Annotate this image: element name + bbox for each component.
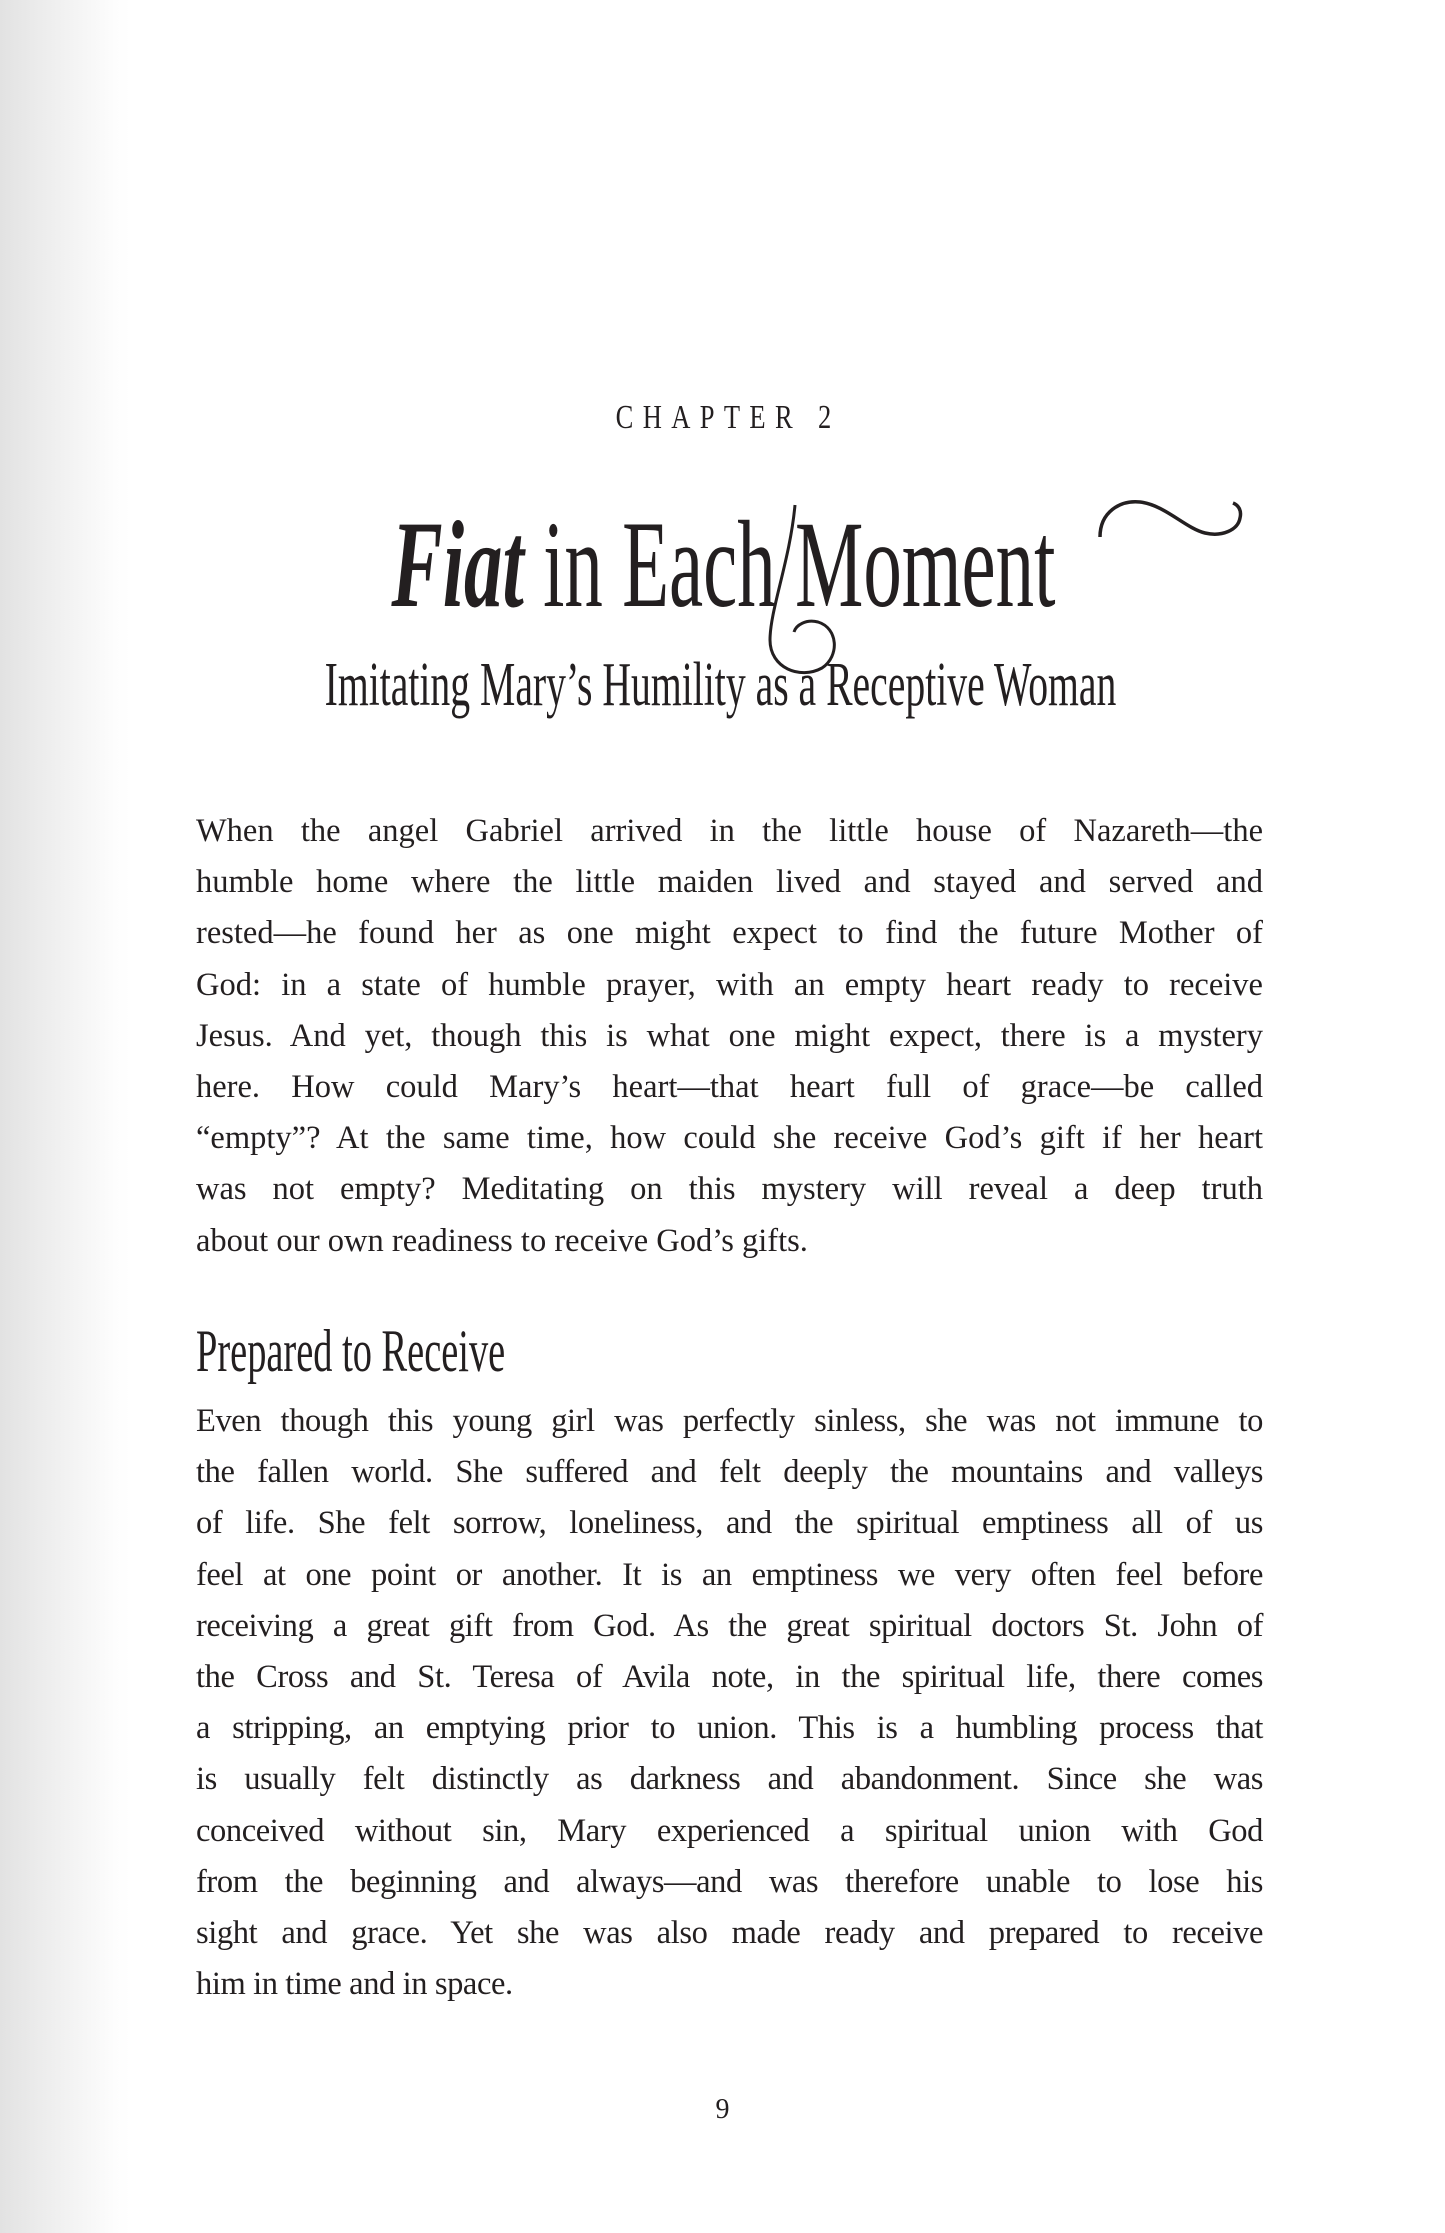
chapter-label: CHAPTER 2 xyxy=(615,399,841,436)
paragraph-line: “empty”? At the same time, how could she receive God’s gift if her heart xyxy=(196,1120,1263,1157)
chapter-subtitle: Imitating Mary’s Humility as a Receptive Woman xyxy=(324,651,1117,719)
chapter-title-rest: in Each Moment xyxy=(523,496,1056,633)
paragraph-line: rested—he found her as one might expect to find the future Mother of xyxy=(196,915,1263,952)
chapter-title-italic: Fiat xyxy=(391,496,524,633)
paragraph-line: God: in a state of humble prayer, with an empty heart ready to receive xyxy=(196,966,1263,1003)
paragraph-line: him in time and in space. xyxy=(196,1966,513,2003)
paragraph-line: When the angel Gabriel arrived in the little house of Nazareth—the xyxy=(196,813,1263,849)
paragraph-line: Even though this young girl was perfectly sinless, she was not immune to xyxy=(196,1403,1263,1439)
paragraph-line: was not empty? Meditating on this mystery will reveal a deep truth xyxy=(196,1171,1263,1208)
paragraph-line: receiving a great gift from God. As the great spiritual doctors St. John of xyxy=(196,1607,1263,1644)
page-number: 9 xyxy=(715,2094,730,2125)
paragraph-line: here. How could Mary’s heart—that heart full of grace—be called xyxy=(196,1068,1263,1105)
section-paragraph xyxy=(196,1396,1263,2010)
paragraph-line: about our own readiness to receive God’s gifts. xyxy=(196,1222,808,1259)
paragraph-line: a stripping, an emptying prior to union. This is a humbling process that xyxy=(196,1710,1263,1747)
paragraph-line: the Cross and St. Teresa of Avila note, in the spiritual life, there comes xyxy=(196,1658,1263,1695)
paragraph-line: humble home where the little maiden lived and stayed and served and xyxy=(196,864,1263,901)
section-heading: Prepared to Receive xyxy=(196,1318,506,1384)
paragraph-line: of life. She felt sorrow, loneliness, and the spiritual emptiness all of us xyxy=(196,1505,1263,1542)
paragraph-line: from the beginning and always—and was therefore unable to lose his xyxy=(196,1863,1263,1900)
paragraph-line: conceived without sin, Mary experienced a spiritual union with God xyxy=(196,1812,1263,1849)
h-descender-swash xyxy=(770,505,834,673)
paragraph-line: sight and grace. Yet she was also made ready and prepared to receive xyxy=(196,1914,1263,1951)
paragraph-line: feel at one point or another. It is an emptiness we very often feel before xyxy=(196,1556,1263,1593)
paragraph-line: is usually felt distinctly as darkness and abandonment. Since she was xyxy=(196,1761,1263,1798)
intro-paragraph xyxy=(196,806,1263,1267)
t-ascender-swash xyxy=(1100,502,1241,537)
paragraph-line: Jesus. And yet, though this is what one might expect, there is a mystery xyxy=(196,1017,1263,1054)
chapter-title xyxy=(0,496,1445,633)
paragraph-line: the fallen world. She suffered and felt deeply the mountains and valleys xyxy=(196,1454,1263,1491)
